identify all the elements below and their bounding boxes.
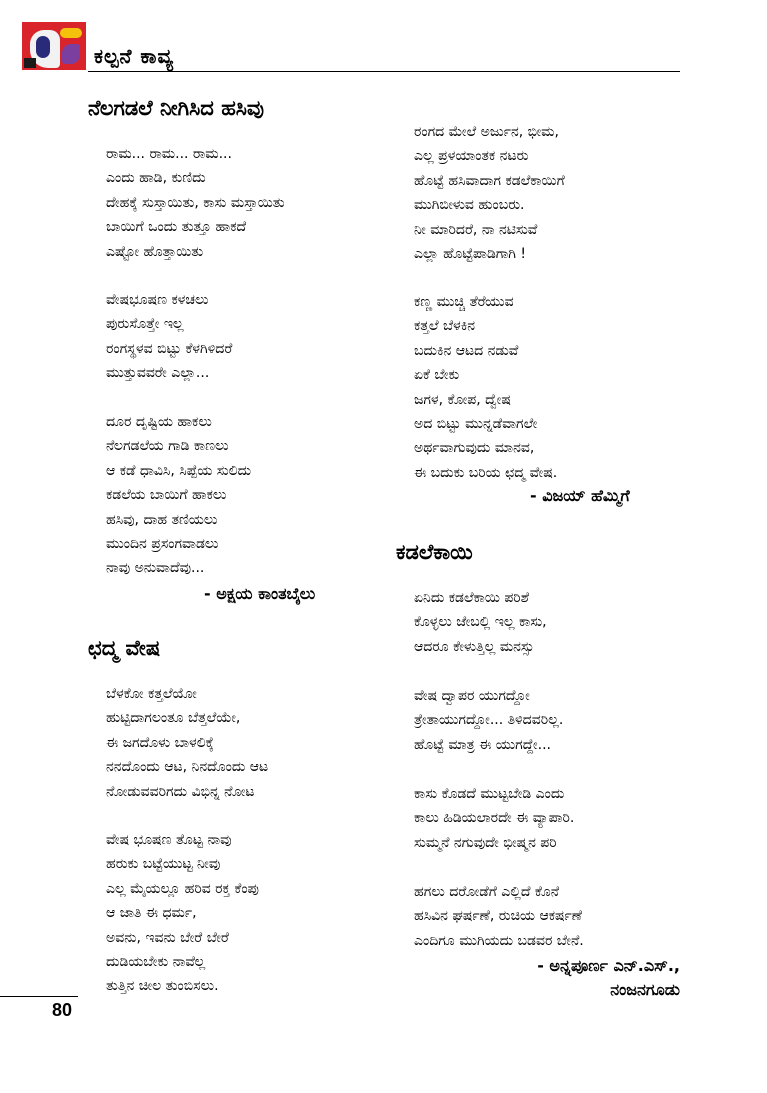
poem-line: ಆ ಜಾತಿ ಈ ಧರ್ಮ,: [106, 905, 197, 922]
poem-line: ನೆಲಗಡಲೆಯ ಗಾಡಿ ಕಾಣಲು: [106, 438, 229, 455]
poem-line: ಮುತ್ತುವವರೇ ಎಲ್ಲಾ...: [106, 365, 210, 382]
poem-line: ಎಂದಿಗೂ ಮುಗಿಯದು ಬಡವರ ಬೇನೆ.: [414, 932, 584, 949]
poem-line: ಹೊಟ್ಟೆ ಹಸಿವಾದಾಗ ಕಡಲೆಕಾಯಿಗೆ: [414, 172, 565, 189]
poem-line: ಆದರೂ ಕೇಳುತ್ತಿಲ್ಲ ಮನಸ್ಸು: [414, 638, 535, 655]
poem-line: ನೀ ಮಾರಿದರೆ, ನಾ ನಟಿಸುವೆ: [414, 221, 538, 238]
poem-line: ಎಂದು ಹಾಡಿ, ಕುಣಿದು: [106, 170, 206, 187]
poem-line: ಅದ ಬಿಟ್ಟು ಮುನ್ನಡೆವಾಗಲೇ: [414, 416, 538, 433]
poem-line: ಏನಿದು ಕಡಲೆಕಾಯಿ ಪರಿಶೆ: [414, 590, 529, 606]
poem-line: ಹುಟ್ಟಿದಾಗಲಂತೂ ಬೆತ್ತಲೆಯೇ,: [106, 710, 241, 727]
poem-line: ಎಲ್ಲಾ ಹೊಟ್ಟೆಪಾಡಿಗಾಗಿ !: [414, 246, 527, 263]
poem-author: [530, 484, 630, 508]
poem-line: ಆ ಕಡೆ ಧಾವಿಸಿ, ಸಿಪ್ಪೆಯ ಸುಲಿದು: [106, 462, 252, 479]
poem-line: ಸುಮ್ಮನೆ ನಗುವುದೇ ಭೀಷ್ಮನ ಪರಿ: [414, 834, 557, 851]
poem-line: ವೇಷಭೂಷಣ ಕಳಚಲು: [106, 292, 209, 308]
poem-stanza: [106, 142, 285, 264]
page-number: 80: [52, 1000, 73, 1020]
poem-line: ರಂಗದ ಮೇಲೆ ಅರ್ಜುನ, ಭೀಮ,: [414, 124, 559, 140]
poem-line: ಕತ್ತಲೆ ಬೆಳಕಿನ: [414, 318, 476, 335]
poem-author: [204, 582, 315, 606]
poem-line: ಬೆಳಕೋ ಕತ್ತಲೆಯೋ: [106, 686, 197, 702]
poem-line: ಹಸಿವು, ದಾಹ ತಣಿಯಲು: [106, 511, 218, 528]
poem-stanza: [414, 880, 584, 953]
author-line: - ಅಕ್ಷಯ ಕಾಂತಬೈಲು: [204, 584, 316, 603]
poem-title: ನೆಲಗಡಲೆ ನೀಗಿಸಿದ ಹಸಿವು: [88, 96, 265, 120]
poem-line: ತ್ರೇತಾಯುಗದ್ದೋ... ತಿಳಿದವರಿಲ್ಲ.: [414, 712, 564, 729]
poem-line: ಎಲ್ಲ ಮೈಯಲ್ಲೂ ಹರಿವ ರಕ್ತ ಕೆಂಪು: [106, 880, 259, 897]
poem-line: ಕಣ್ಣ ಮುಚ್ಚಿ ತೆರೆಯುವ: [414, 294, 514, 310]
poem-line: ವೇಷ ಭೂಷಣ ತೊಟ್ಟ ನಾವು: [106, 832, 232, 848]
poem-stanza: [106, 828, 259, 999]
poem-line: ಈ ಜಗದೊಳು ಬಾಳಲಿಕ್ಕೆ: [106, 734, 214, 751]
poem-line: ಎಷ್ಟೋ ಹೊತ್ತಾಯಿತು: [106, 243, 204, 260]
poem-author: [478, 954, 680, 1002]
poem-line: ಜಗಳ, ಕೋಪ, ದ್ವೇಷ: [414, 391, 511, 408]
author-line: ನಂಜನಗೂಡು: [610, 980, 680, 999]
section-label: ಕಲ್ಪನೆ ಕಾವ್ಯ: [94, 44, 175, 68]
poem-line: ತುತ್ತಿನ ಚೀಲ ತುಂಬಿಸಲು.: [106, 978, 219, 995]
poem-stanza: [106, 410, 251, 581]
poem-stanza: [414, 684, 563, 757]
poem-stanza: [106, 682, 268, 804]
poem-line: ಹರುಕು ಬಟ್ಟೆಯುಟ್ಟ ನೀವು: [106, 856, 221, 873]
poem-line: ರಾಮ... ರಾಮ... ರಾಮ...: [106, 146, 232, 162]
poem-line: ಮುಂದಿನ ಪ್ರಸಂಗವಾಡಲು: [106, 536, 219, 553]
poem-line: ನಾವು ಅನುವಾದೆವು...: [106, 560, 205, 577]
poem-line: ವೇಷ ದ್ವಾಪರ ಯುಗದ್ದೋ: [414, 688, 530, 704]
poem-line: ಬಾಯಿಗೆ ಒಂದು ತುತ್ತೂ ಹಾಕದೆ: [106, 219, 247, 236]
poem-line: ಕೊಳ್ಳಲು ಜೇಬಲ್ಲಿ ಇಲ್ಲ ಕಾಸು,: [414, 614, 547, 631]
poem-line: ಹಸಿವಿನ ಘರ್ಷಣೆ, ರುಚಿಯ ಆಕರ್ಷಣೆ: [414, 908, 582, 925]
poem-line: ಮುಗಿಬೀಳುವ ಹುಂಬರು.: [414, 197, 525, 214]
poem-line: ಬದುಕಿನ ಆಟದ ನಡುವೆ: [414, 342, 519, 359]
magazine-logo: [22, 22, 86, 70]
poem-line: ಹೊಟ್ಟೆ ಮಾತ್ರ ಈ ಯುಗದ್ದೇ...: [414, 736, 551, 753]
poem-line: ಈ ಬದುಕು ಬರಿಯ ಛದ್ಮ ವೇಷ.: [414, 464, 558, 481]
footer-divider: [0, 996, 78, 997]
poem-title: ಛದ್ಮ ವೇಷ: [88, 636, 161, 660]
poem-line: ನೋಡುವವರಿಗದು ವಿಭಿನ್ನ ನೋಟ: [106, 783, 255, 800]
poem-line: ರಂಗಸ್ಥಳವ ಬಿಟ್ಟು ಕೆಳಗಿಳಿದರೆ: [106, 340, 233, 357]
poem-line: ಕಾಸು ಕೊಡದೆ ಮುಟ್ಟಬೇಡಿ ಎಂದು: [414, 786, 565, 802]
poem-line: ದುಡಿಯಬೇಕು ನಾವೆಲ್ಲ: [106, 954, 206, 971]
poem-line: ಹಗಲು ದರೋಡೆಗೆ ಎಲ್ಲಿದೆ ಕೊನೆ: [414, 884, 560, 900]
poem-stanza: [414, 120, 565, 266]
poem-stanza: [414, 782, 574, 855]
poem-line: ಅವನು, ಇವನು ಬೇರೆ ಬೇರೆ: [106, 929, 229, 946]
poem-title: ಕಡಲೆಕಾಯಿ: [396, 540, 473, 564]
poem-line: ದೂರ ದೃಷ್ಟಿಯ ಹಾಕಲು: [106, 414, 212, 430]
poem-line: ಏಕೆ ಬೇಕು: [414, 367, 460, 384]
header-divider: [88, 71, 680, 72]
poem-line: ನನದೊಂದು ಆಟ, ನಿನದೊಂದು ಆಟ: [106, 759, 269, 776]
author-line: - ವಿಜಯ್ ಹೆಮ್ಮಿಗೆ: [530, 486, 630, 505]
author-line: - ಅನ್ನಪೂರ್ಣ ಎನ್.ಎಸ್.,: [537, 956, 680, 975]
poem-line: ಕಡಲೆಯ ಬಾಯಿಗೆ ಹಾಕಲು: [106, 487, 227, 504]
poem-line: ಕಾಲು ಹಿಡಿಯಲಾರದೇ ಈ ವ್ಯಾಪಾರಿ.: [414, 810, 575, 827]
poem-stanza: [106, 288, 232, 386]
poem-line: ಪುರುಸೊತ್ತೇ ಇಲ್ಲ: [106, 316, 184, 333]
poem-line: ದೇಹಕ್ಕೆ ಸುಸ್ತಾಯಿತು, ಕಾಸು ಮಸ್ತಾಯಿತು: [106, 194, 285, 211]
poem-stanza: [414, 586, 547, 659]
poem-line: ಅರ್ಥವಾಗುವುದು ಮಾನವ,: [414, 440, 535, 457]
poem-stanza: [414, 290, 557, 485]
poem-line: ಎಲ್ಲ ಪ್ರಳಯಾಂತಕ ನಟರು: [414, 148, 529, 165]
